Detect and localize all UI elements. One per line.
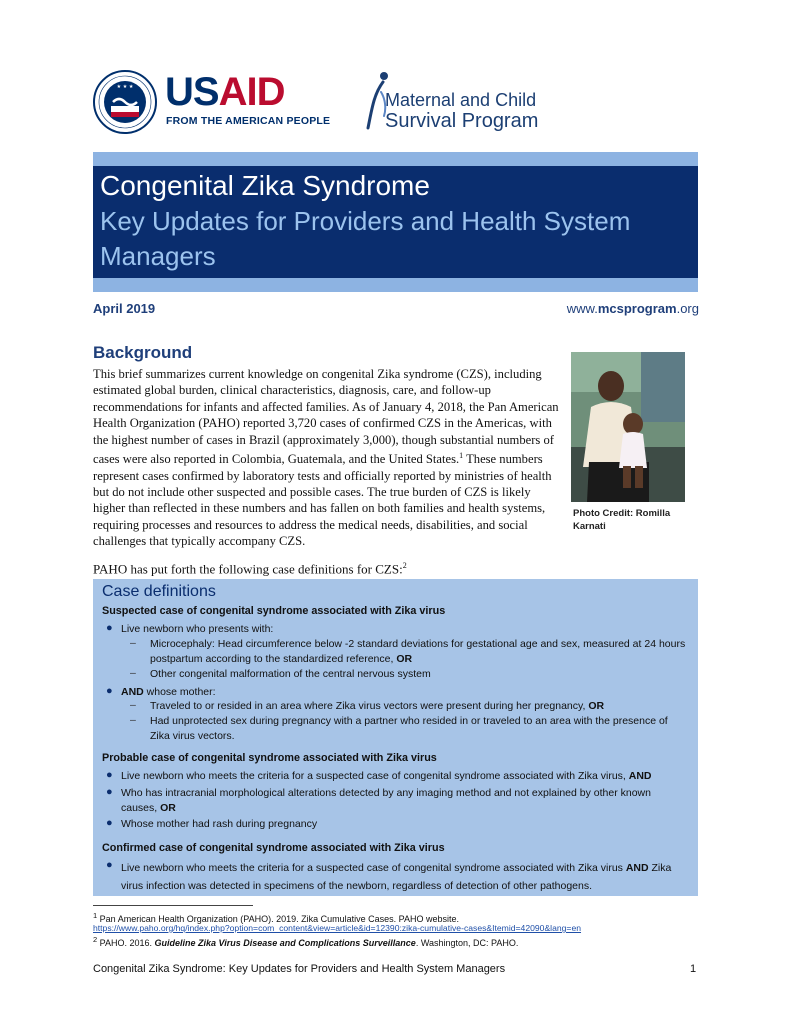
case-definitions-intro: PAHO has put forth the following case definitions for CZS:$^2$ xyxy=(93,561,407,577)
dash-icon: – xyxy=(130,714,136,726)
dash-icon: – xyxy=(130,667,136,679)
confirmed-bullet-1: Live newborn who meets the criteria for a suspected case of congenital syndrome associated with Zika virus AND Zika virus infection was detected in specimens of the newborn, regardless of detection of other pathogens. xyxy=(121,862,672,892)
probable-bullet-3: Whose mother had rash during pregnancy xyxy=(121,818,318,830)
bullet-icon: ● xyxy=(106,817,113,829)
case-definitions-title: Case definitions xyxy=(102,583,216,600)
footnote-divider xyxy=(93,905,253,906)
banner-bottom-stripe xyxy=(93,278,698,292)
suspected-case-heading: Suspected case of congenital syndrome associated with Zika virus xyxy=(102,605,446,617)
footnote-1-link[interactable]: https://www.paho.org/hq/index.php?option=com_content&view=article&id=12390:zika-cumulative-cases&Itemid=42090&lang=en xyxy=(93,923,582,933)
suspected-sub-3: Traveled to or resided in an area where Zika virus vectors were present during her pregnancy, OR xyxy=(150,700,605,712)
dash-icon: – xyxy=(130,637,136,649)
suspected-bullet-1: Live newborn who presents with: xyxy=(121,623,274,635)
bullet-icon: ● xyxy=(106,685,113,697)
footnote-1: $^1$ Pan American Health Organization (PAHO). 2019. Zika Cumulative Cases. PAHO website. xyxy=(93,911,459,924)
bullet-icon: ● xyxy=(106,622,113,634)
page-footer: Congenital Zika Syndrome: Key Updates for Providers and Health System Managers xyxy=(93,963,506,975)
confirmed-case-heading: Confirmed case of congenital syndrome associated with Zika virus xyxy=(102,842,445,854)
svg-text:★ ★ ★: ★ ★ ★ xyxy=(116,84,134,90)
suspected-sub-1: Microcephaly: Head circumference below -2 standard deviations for gestational age and sex, measured at 24 hours postpartum according to the standardized reference, OR xyxy=(150,638,686,665)
dash-icon: – xyxy=(130,699,136,711)
probable-bullet-1: Live newborn who meets the criteria for a suspected case of congenital syndrome associated with Zika virus, AND xyxy=(121,770,652,782)
suspected-sub-4: Had unprotected sex during pregnancy with a partner who resided in or traveled to an area with the presence of Zika virus vectors. xyxy=(150,715,668,742)
bullet-icon: ● xyxy=(106,786,113,798)
usaid-tagline: FROM THE AMERICAN PEOPLE xyxy=(166,115,331,127)
photo-caption: Photo Credit: Romilla Karnati xyxy=(573,508,671,532)
mother-child-photo xyxy=(571,352,685,502)
usaid-wordmark: USAID xyxy=(165,70,285,114)
probable-case-heading: Probable case of congenital syndrome associated with Zika virus xyxy=(102,752,437,764)
background-paragraph: This brief summarizes current knowledge on congenital Zika syndrome (CZS), including estimated global burden, clinical characteristics, diagnosis, care, and follow-up recommendations for infants and affected families. As of January 4, 2018, the Pan American Health Organization (PAHO) reported 3,720 cases of confirmed CZS in the Americas, with the highest number of cases in Brazil (approximately 3,000), though substantial numbers of cases were also reported in Colombia, Guatemala, and the United States.$^1$ These numbers represent cases confirmed by laboratory tests and officially reported by ministries of health but do not include other suspected and possible cases. The true burden of CZS is likely higher than reflected in these numbers and has fallen on both families and health systems, requiring processes and resources to address the medical needs, disabilities, and social challenges that typically accompany CZS. xyxy=(93,367,559,549)
bullet-icon: ● xyxy=(106,859,113,871)
bullet-icon: ● xyxy=(106,769,113,781)
page-number: 1 xyxy=(690,963,697,975)
suspected-bullet-2: AND whose mother: xyxy=(121,686,216,698)
mcsp-logo-line2: Survival Program xyxy=(385,110,539,132)
probable-bullet-2: Who has intracranial morphological alterations detected by any imaging method and not explained by other known causes, OR xyxy=(121,787,651,814)
suspected-sub-2: Other congenital malformation of the central nervous system xyxy=(150,668,431,680)
page-subtitle: Key Updates for Providers and Health System Managers xyxy=(100,206,631,271)
page-title: Congenital Zika Syndrome xyxy=(100,170,430,201)
banner-top-stripe xyxy=(93,152,698,166)
website-link[interactable]: www.mcsprogram.org xyxy=(566,301,699,316)
usaid-seal-logo xyxy=(93,70,157,134)
mcsp-logo-line1: Maternal and Child xyxy=(385,90,537,110)
footnote-2: $^2$ PAHO. 2016. Guideline Zika Virus Disease and Complications Surveillance. Washington, DC: PAHO. xyxy=(93,935,519,948)
background-heading: Background xyxy=(93,343,193,362)
publication-date: April 2019 xyxy=(93,301,156,316)
